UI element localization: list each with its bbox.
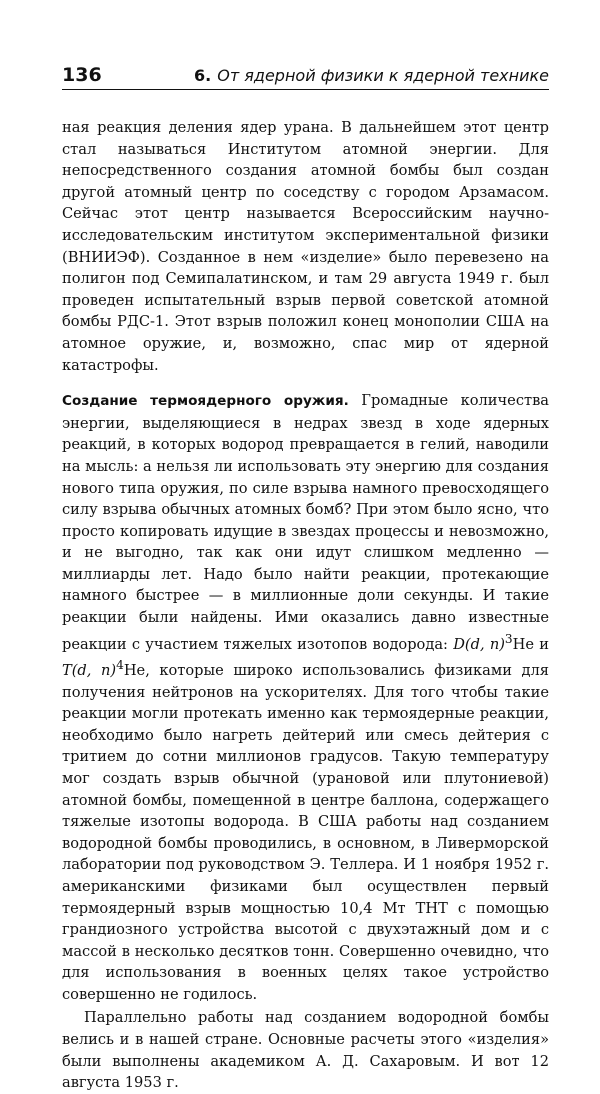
reaction-1: D(d, n) bbox=[453, 635, 505, 653]
running-header bbox=[62, 64, 549, 90]
paragraph-2-text-a: Громадные количества энергии, выделяющиеся в недрах звезд в ходе ядерных реакций, в которых водород превращается в гелий, наводили на мысль: а нельзя ли использовать эту энергию для создания нового типа оружия, по силе взрыва намного превосходящего силу взрыва обычных атомных бомб? При этом было ясно, что просто копировать идущие в звездах процессы и невозможно, и не выгодно, так как они идут слишком медленно — миллиарды лет. Надо было найти реакции, протекающие намного быстрее — в миллионные доли секунды. И такие реакции были найдены. Ими оказались давно известные реакции с участием тяжелых изотопов водорода: bbox=[62, 392, 549, 653]
paragraph-2 bbox=[62, 390, 549, 1005]
reaction-2-product: He bbox=[123, 661, 146, 679]
paragraph-2-and: и bbox=[534, 635, 550, 653]
chapter-title-text: От ядерной физики к ядерной технике bbox=[217, 66, 549, 85]
reaction-formula-1 bbox=[453, 631, 535, 653]
paragraph-3: Параллельно работы над созданием водородной бомбы велись и в нашей стране. Основные расчеты этого «изделия» были выполнены академиком А. Д. Сахаровым. И вот 12 августа 1953 г. bbox=[62, 1009, 549, 1092]
section-title: Создание термоядерного оружия. bbox=[62, 393, 349, 410]
chapter-title bbox=[194, 66, 549, 85]
body-text bbox=[62, 117, 549, 1094]
chapter-number: 6. bbox=[194, 66, 212, 85]
reaction-2: T(d, n) bbox=[62, 661, 117, 679]
reaction-2-superscript: 4 bbox=[116, 658, 124, 673]
reaction-formula-2 bbox=[62, 658, 146, 679]
reaction-1-product: He bbox=[512, 635, 535, 653]
reaction-1-superscript: 3 bbox=[504, 631, 513, 646]
page-number: 136 bbox=[62, 64, 102, 86]
paragraph-1: ная реакция деления ядер урана. В дальнейшем этот центр стал называться Институтом атомной энергии. Для непосредственного создания атомной бомбы был создан другой атомный центр по соседству с городом Арзамасом. Сейчас этот центр называется Всероссийским научно-исследовательским институтом экспериментальной физики (ВНИИЭФ). Созданное в нем «изделие» было перевезено на полигон под Семипалатинском, и там 29 августа 1949 г. был проведен испытательный взрыв первой советской атомной бомбы РДС-1. Этот взрыв положил конец монополии США на атомное оружие, и, возможно, спас мир от ядерной катастрофы. bbox=[62, 119, 549, 374]
paragraph-2-text-b: , которые широко использовались физиками для получения нейтронов на ускорителях. Для того чтобы такие реакции могли протекать именно как термоядерные реакции, необходимо было нагреть дейтерий или смесь дейтерия с тритием до сотни миллионов градусов. Такую температуру мог создать взрыв обычной (урановой или плутониевой) атомной бомбы, помещенной в центре баллона, содержащего тяжелые изотопы водорода. В США работы над созданием водородной бомбы проводились, в основном, в Ливерморской лаборатории под руководством Э. Теллера. И 1 ноября 1952 г. американскими физиками был осуществлен первый термоядерный взрыв мощностью 10,4 Мт ТНТ с помощью грандиозного устройства высотой с двухэтажный дом и с массой в несколько десятков тонн. Совершенно очевидно, что для использования в военных целях такое устройство совершенно не годилось. bbox=[62, 661, 549, 1003]
